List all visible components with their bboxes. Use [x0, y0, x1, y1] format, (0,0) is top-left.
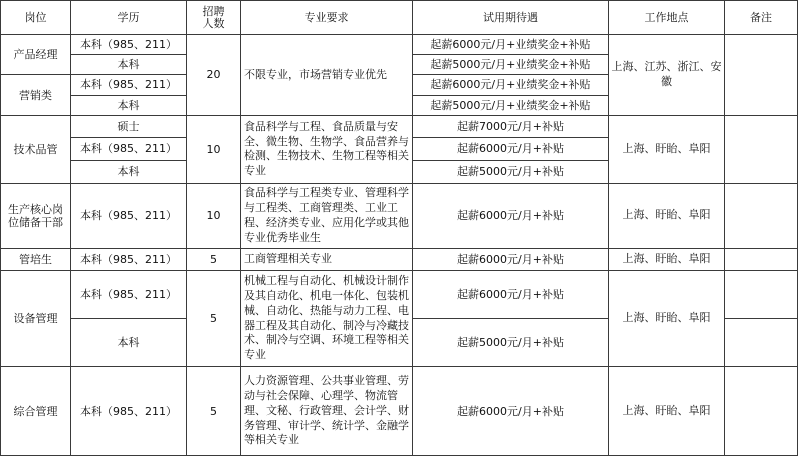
remarks-cell	[725, 367, 798, 456]
table-row	[1, 248, 798, 270]
position-cell: 营销类	[1, 75, 71, 115]
count-cell: 5	[187, 367, 241, 456]
header-remarks: 备注	[725, 1, 798, 35]
education-cell: 本科	[71, 319, 187, 367]
education-cell: 本科（985、211）	[71, 35, 187, 55]
pay-cell: 起薪5000元/月+补贴	[413, 161, 609, 184]
remarks-cell	[725, 248, 798, 270]
pay-cell: 起薪6000元/月+补贴	[413, 270, 609, 318]
location-cell: 上海、盱眙、阜阳	[609, 115, 725, 183]
pay-cell: 起薪6000元/月+补贴	[413, 248, 609, 270]
education-cell: 本科（985、211）	[71, 137, 187, 160]
table-row	[1, 367, 798, 456]
requirement-cell: 工商管理相关专业	[241, 248, 413, 270]
position-cell: 设备管理	[1, 270, 71, 367]
header-probation-pay: 试用期待遇	[413, 1, 609, 35]
education-cell: 本科	[71, 55, 187, 75]
remarks-cell	[725, 184, 798, 248]
pay-cell: 起薪6000元/月+业绩奖金+补贴	[413, 35, 609, 55]
requirement-cell: 机械工程与自动化、机械设计制作及其自动化、机电一体化、包装机械、自动化、热能与动力工程、电器工程及其自动化、制冷与冷藏技术、制冷与空调、环境工程等相关专业	[241, 270, 413, 367]
header-count-label: 招聘 人数	[202, 5, 225, 30]
position-cell: 技术品管	[1, 115, 71, 183]
header-row	[1, 1, 798, 35]
header-count	[187, 1, 241, 35]
location-cell: 上海、盱眙、阜阳	[609, 270, 725, 367]
location-cell: 上海、盱眙、阜阳	[609, 248, 725, 270]
pay-cell: 起薪5000元/月+补贴	[413, 319, 609, 367]
education-cell: 本科（985、211）	[71, 184, 187, 248]
requirement-cell: 食品科学与工程类专业、管理科学与工程类、工商管理类、工业工程、经济类专业、应用化学或其他专业优秀毕业生	[241, 184, 413, 248]
table-row	[1, 270, 798, 318]
requirement-cell: 人力资源管理、公共事业管理、劳动与社会保障、心理学、物流管理、文秘、行政管理、会计学、财务管理、审计学、统计学、金融学等相关专业	[241, 367, 413, 456]
position-cell: 产品经理	[1, 35, 71, 75]
remarks-cell	[725, 35, 798, 116]
education-cell: 本科（985、211）	[71, 367, 187, 456]
count-cell: 10	[187, 184, 241, 248]
education-cell: 本科	[71, 95, 187, 115]
count-cell: 20	[187, 35, 241, 116]
header-location: 工作地点	[609, 1, 725, 35]
table-row	[1, 184, 798, 248]
remarks-cell	[725, 270, 798, 318]
remarks-cell	[725, 115, 798, 183]
table-row	[1, 115, 798, 137]
education-cell: 本科（985、211）	[71, 248, 187, 270]
count-cell: 5	[187, 248, 241, 270]
requirement-cell: 食品科学与工程、食品质量与安全、微生物、生物学、食品营养与检测、生物技术、生物工程等相关专业	[241, 115, 413, 183]
pay-cell: 起薪6000元/月+补贴	[413, 367, 609, 456]
education-cell: 本科	[71, 161, 187, 184]
remarks-cell	[725, 319, 798, 367]
education-cell: 本科（985、211）	[71, 270, 187, 318]
table-row	[1, 35, 798, 55]
location-cell: 上海、江苏、浙江、安徽	[609, 35, 725, 116]
pay-cell: 起薪6000元/月+补贴	[413, 184, 609, 248]
education-cell: 硕士	[71, 115, 187, 137]
position-cell: 生产核心岗位储备干部	[1, 184, 71, 248]
count-cell: 10	[187, 115, 241, 183]
pay-cell: 起薪6000元/月+业绩奖金+补贴	[413, 75, 609, 95]
pay-cell: 起薪5000元/月+业绩奖金+补贴	[413, 95, 609, 115]
pay-cell: 起薪5000元/月+业绩奖金+补贴	[413, 55, 609, 75]
position-cell: 管培生	[1, 248, 71, 270]
pay-cell: 起薪7000元/月+补贴	[413, 115, 609, 137]
pay-cell: 起薪6000元/月+补贴	[413, 137, 609, 160]
location-cell: 上海、盱眙、阜阳	[609, 367, 725, 456]
education-cell: 本科（985、211）	[71, 75, 187, 95]
header-education: 学历	[71, 1, 187, 35]
position-cell: 综合管理	[1, 367, 71, 456]
count-cell: 5	[187, 270, 241, 367]
requirement-cell: 不限专业，市场营销专业优先	[241, 35, 413, 116]
header-position: 岗位	[1, 1, 71, 35]
location-cell: 上海、盱眙、阜阳	[609, 184, 725, 248]
header-requirement: 专业要求	[241, 1, 413, 35]
